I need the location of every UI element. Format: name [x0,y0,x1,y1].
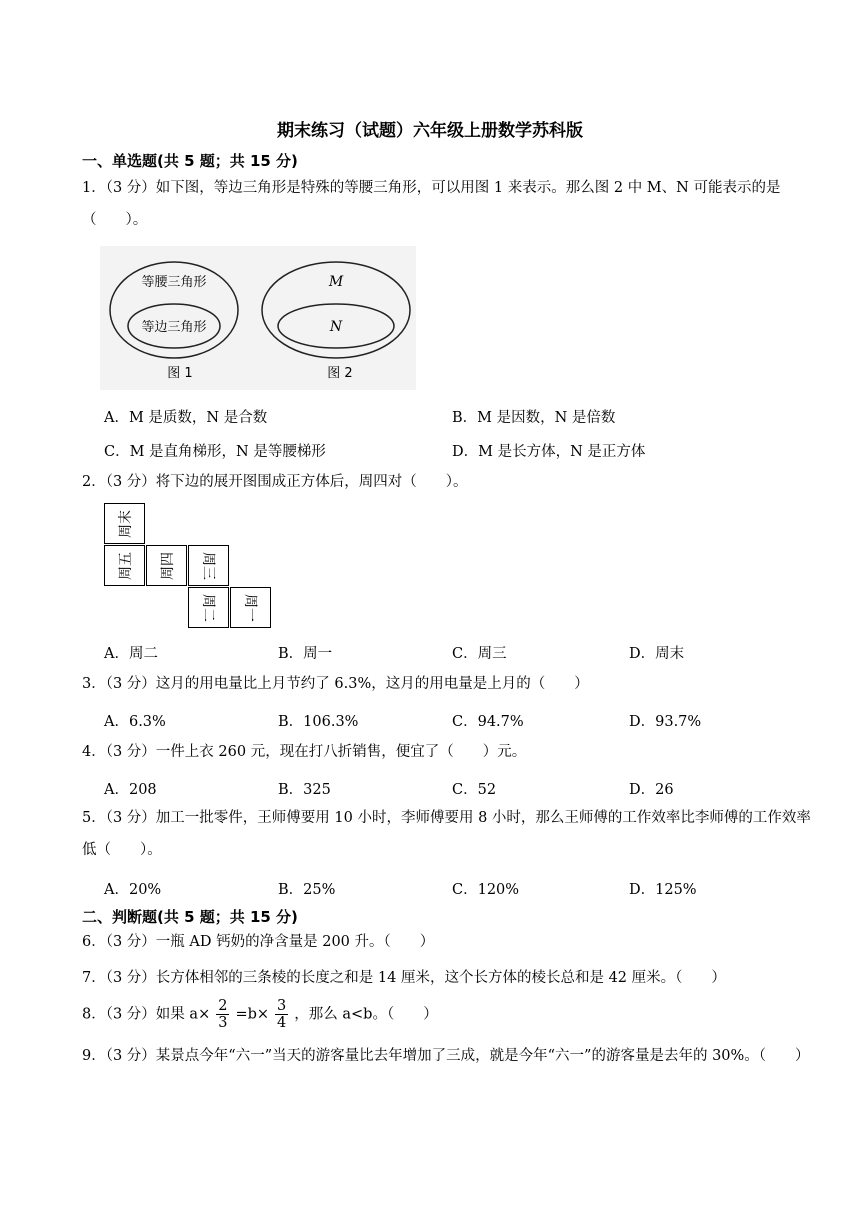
option-c[interactable]: C．120% [452,882,520,898]
net-cell-friday: 周五 [104,545,145,586]
option-b[interactable]: B．106.3% [278,714,359,730]
option-d[interactable]: D．93.7% [629,714,702,730]
option-a[interactable]: A．6.3% [104,714,166,730]
fig1-outer-label: 等腰三角形 [141,275,207,290]
option-b[interactable]: B．M 是因数，N 是倍数 [452,410,616,426]
page-title: 期末练习（试题）六年级上册数学苏科版 [277,121,583,141]
net-cell-weekend: 周末 [104,503,145,544]
fig1-caption: 图 1 [167,366,193,381]
option-d[interactable]: D．125% [629,882,697,898]
question-8-text [82,998,818,1031]
option-a[interactable]: A．周二 [104,646,158,662]
question-2-text: 2．（3 分）将下边的展开图围成正方体后，周四对（ ）。 [82,474,468,490]
question-5-text: 5．（3 分）加工一批零件，王师傅要用 10 小时，李师傅要用 8 小时，那么王师傅的工作效率比李师傅的工作效率低（ ）。 [82,810,811,858]
fraction-two-thirds: $\frac{2}{3}$ [218,998,228,1031]
question-6-text: 6．（3 分）一瓶 AD 钙奶的净含量是 200 升。（ ） [82,934,435,950]
option-d[interactable]: D．26 [629,782,674,798]
question-8-suffix: ，那么 a<b。（ ） [294,1006,438,1023]
option-d[interactable]: D．周末 [629,646,685,662]
section-heading-single-choice: 一、单选题(共 5 题；共 15 分) [82,152,298,170]
venn-diagram-svg [100,246,416,390]
option-b[interactable]: B．25% [278,882,336,898]
net-cell-monday: 周一 [230,587,271,628]
question-8-mid: =b× [235,1006,270,1023]
option-c[interactable]: C．M 是直角梯形，N 是等腰梯形 [104,444,326,460]
option-c[interactable]: C．94.7% [452,714,524,730]
net-cell-wednesday: 周三 [188,545,229,586]
option-b[interactable]: B．325 [278,782,331,798]
net-cell-thursday: 周四 [146,545,187,586]
option-d[interactable]: D．M 是长方体，N 是正方体 [452,444,646,460]
fig2-outer-label: M [328,274,344,290]
option-a[interactable]: A．208 [104,782,157,798]
question-9-text: 9．（3 分）某景点今年“六一”当天的游客量比去年增加了三成，就是今年“六一”的游客量是去年的 30%。（ ） [82,1048,810,1064]
question-3-text: 3．（3 分）这月的用电量比上月节约了 6.3%，这月的用电量是上月的（ ） [82,676,589,692]
question-4-text: 4．（3 分）一件上衣 260 元，现在打八折销售，便宜了（ ）元。 [82,744,527,760]
option-b[interactable]: B．周一 [278,646,333,662]
option-c[interactable]: C．52 [452,782,497,798]
section-heading-true-false: 二、判断题(共 5 题；共 15 分) [82,908,298,926]
option-a[interactable]: A．M 是质数，N 是合数 [104,410,268,426]
net-cell-tuesday: 周二 [188,587,229,628]
fig1-inner-label: 等边三角形 [141,320,207,335]
fig2-inner-label: N [329,319,343,335]
question-7-text: 7．（3 分）长方体相邻的三条棱的长度之和是 14 厘米，这个长方体的棱长总和是 42 厘米。（ ） [82,970,726,986]
question-8-prefix: 8．（3 分）如果 a× [82,1006,211,1023]
fig2-caption: 图 2 [327,366,353,381]
option-c[interactable]: C．周三 [452,646,507,662]
question-1-text: 1．（3 分）如下图，等边三角形是特殊的等腰三角形，可以用图 1 来表示。那么图 2 中 M、N 可能表示的是（ ）。 [82,180,781,228]
fraction-three-quarters: $\frac{3}{4}$ [277,998,287,1031]
venn-figure [100,246,416,390]
option-a[interactable]: A．20% [104,882,162,898]
